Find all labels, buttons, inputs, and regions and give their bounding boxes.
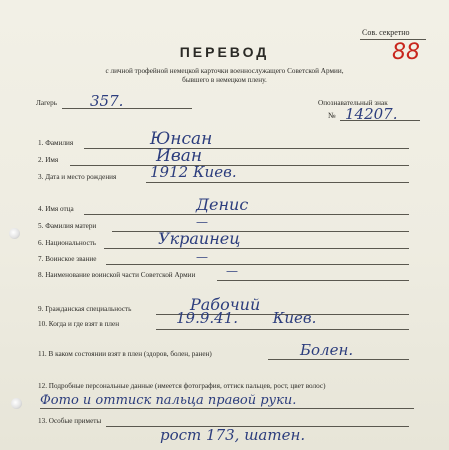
id-mark-number-label: №: [328, 111, 336, 120]
field-line-name: [70, 165, 409, 166]
document-subtitle-line2: бывшего в немецком плену.: [182, 76, 267, 84]
punch-hole-top: [9, 228, 20, 239]
document-title: ПЕРЕВОД: [179, 44, 270, 60]
field-value-captured: 19.9.41. Киев.: [176, 309, 317, 327]
field-value-birth: 1912 Киев.: [150, 163, 237, 181]
camp-label: Лагерь: [36, 99, 57, 107]
field-value-nationality: Украинец: [158, 229, 241, 248]
field-value-civil-profession: Рабочий: [190, 295, 261, 314]
field-label-fathers-name: 4. Имя отца: [38, 205, 74, 213]
field-label-rank: 7. Воинское звание: [38, 255, 97, 263]
punch-hole-bottom: [11, 398, 22, 409]
field-value-fathers-name: Денис: [196, 195, 249, 214]
field-label-birth: 3. Дата и место рождения: [38, 173, 117, 181]
field-line-birth: [146, 182, 409, 183]
field-value-condition: Болен.: [300, 341, 354, 359]
field-value-rank: —: [196, 250, 208, 264]
field-line-fathers-name: [84, 214, 409, 215]
field-value-mothers-surname: —: [196, 215, 208, 229]
field-label-captured: 10. Когда и где взят в плен: [38, 320, 120, 328]
classification-mark: Сов. секретно: [362, 28, 410, 37]
field-label-personal-data: 12. Подробные персональные данные (имеется фотография, оттиск пальцев, рост, цвет волос): [38, 382, 326, 390]
field-line-nationality: [104, 248, 409, 249]
camp-line: [62, 108, 192, 109]
field-label-civil-profession: 9. Гражданская специальность: [38, 305, 132, 313]
field-label-mothers-surname: 5. Фамилия матери: [38, 222, 97, 230]
sheet-number: 88: [392, 40, 420, 65]
field-label-surname: 1. Фамилия: [38, 139, 74, 147]
document-subtitle-line1: с личной трофейной немецкой карточки военнослужащего Советской Армии,: [105, 67, 344, 75]
field-line-military-unit: [217, 280, 409, 281]
field-line-personal-data: [40, 408, 414, 409]
field-value-name: Иван: [156, 146, 203, 166]
field-line-rank: [106, 264, 409, 265]
field-label-condition: 11. В каком состоянии взят в плен (здоров, болен, ранен): [38, 350, 212, 358]
field-value-special-marks: рост 173, шатен.: [160, 426, 306, 444]
field-label-nationality: 6. Национальность: [38, 239, 97, 247]
field-label-name: 2. Имя: [38, 156, 59, 164]
camp-value: 357.: [90, 92, 124, 110]
id-mark-label: Опознавательный знак: [318, 99, 388, 107]
field-label-military-unit: 8. Наименование воинской части Советской Армии: [38, 271, 196, 279]
field-line-mothers-surname: [112, 231, 409, 232]
field-line-condition: [268, 359, 409, 360]
field-value-personal-data: Фото и оттиск пальца правой руки.: [40, 393, 297, 408]
field-line-surname: [84, 148, 409, 149]
id-mark-value: 14207.: [345, 105, 398, 123]
field-value-surname: Юнсан: [150, 129, 213, 149]
field-line-captured: [156, 329, 409, 330]
field-value-military-unit: —: [226, 264, 238, 278]
field-label-special-marks: 13. Особые приметы: [38, 417, 102, 425]
